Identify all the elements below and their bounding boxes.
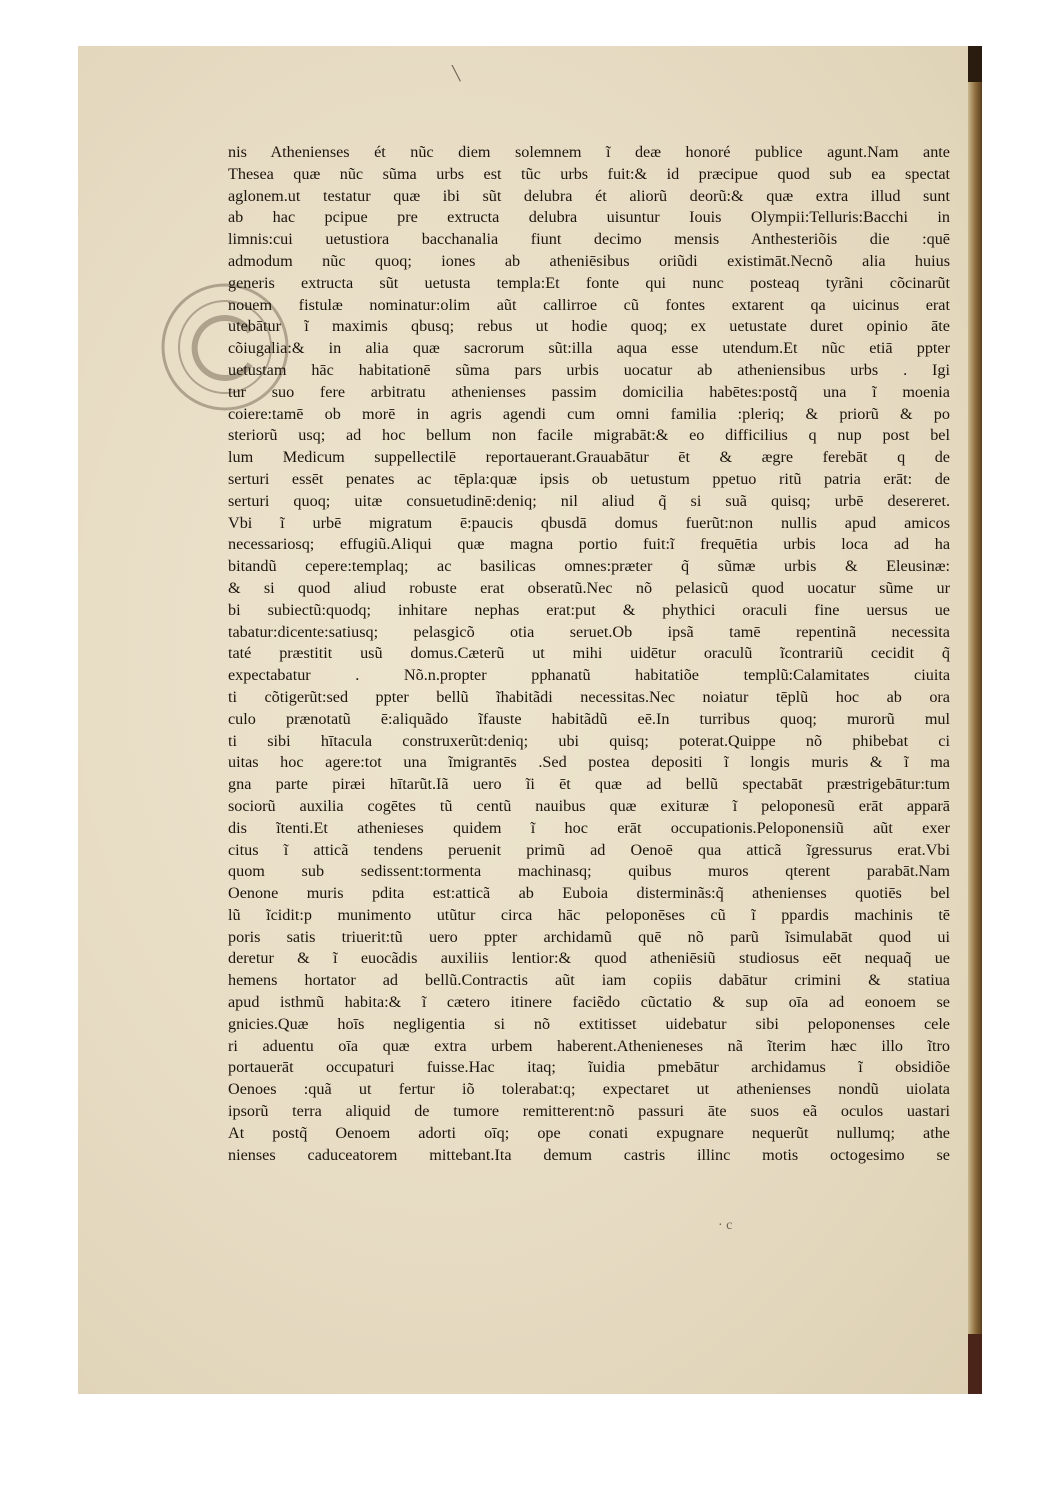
text-line: ti cõtigerũt:sed ppter bellũ ĩhabitãdi necessitas.Nec noiatur tēplũ hoc ab ora (228, 687, 950, 706)
text-line: utebātur ĩ maximis qbusq; rebus ut hodie quoq; ex uetustate duret opinio āte (228, 317, 950, 336)
text-line: lũ ĩcidit:p munimento utũtur circa hāc peloponēses cũ ĩ ppardis machinis tē (228, 905, 950, 924)
text-line: taté præstitit usũ domus.Cæterũ ut mihi uidētur oraculũ ĩcontrariũ cecidit q̃ (228, 644, 950, 663)
book-spine-bottom (968, 1334, 982, 1394)
text-line: sociorũ auxilia cogētes tũ centũ nauibus quæ exituræ ĩ peloponesũ erāt apparā (228, 796, 950, 815)
page-blemish: ╲ (452, 67, 461, 82)
text-line: necessariosq; effugiũ.Aliqui quæ magna portio fuit:ĩ frequētia urbis loca ad ha (228, 535, 950, 554)
text-line: ti sibi hītacula construxerũt:deniq; ubi quisq; poterat.Quippe nõ phibebat ci (228, 731, 950, 750)
text-line: ri aduentu oīa quæ extra urbem haberent.Athenieneses nã ĩterim hæc illo ĩtro (228, 1036, 950, 1055)
page-blemish: · c (718, 1218, 733, 1233)
text-line: uitas hoc agere:tot una ĩmigrantēs .Sed postea depositi ĩ longis muris & ĩ ma (228, 753, 950, 772)
incunable-text-block (228, 142, 950, 1166)
text-line: nouem fistulæ nominatur:olim aũt callirroe cũ fontes extarent qa uicinus erat (228, 295, 950, 314)
text-line: Oenone muris pdita est:atticã ab Euboia disterminãs:q̃ athenienses quotiēs bel (228, 884, 950, 903)
text-line: uetustam hāc habitationē sũma pars urbis uocatur ab atheniensibus urbs . Igi (228, 360, 950, 379)
text-line: Thesea quæ nũc sũma urbs est tũc urbs fuit:& id præcipue quod sub ea spectat (228, 164, 950, 183)
text-line: gna parte piræi hītarũt.Iã uero ĩi ēt quæ ad bellũ spectabāt præstrigebātur:tum (228, 775, 950, 794)
text-line: serturi essēt penates ac tēpla:quæ ipsis ob uetustum ppetuo ritũ patria erāt: de (228, 469, 950, 488)
text-line: bitandũ cepere:templaq; ac basilicas omnes:præter q̃ sũmæ urbis & Eleusinæ: (228, 557, 950, 576)
text-line: coiere:tamē ob morē in agris agendi cum omni familia :pleriq; & priorũ & po (228, 404, 950, 423)
text-line: steriorũ usq; ad hoc bellum non facile migrabāt:& eo difficilius q nup post bel (228, 426, 950, 445)
text-line: limnis:cui uetustiora bacchanalia fiunt decimo mensis Anthesteriõis die :quē (228, 230, 950, 249)
text-line: deretur & ĩ euocãdis auxiliis lentior:& quod atheniēsiũ studiosus eēt nequaq̃ ue (228, 949, 950, 968)
text-line: dis ĩtenti.Et athenieses quidem ĩ hoc erāt occupationis.Peloponensiũ aũt exer (228, 818, 950, 837)
text-line: ipsorũ terra aliquid de tumore remitterent:nõ passuri āte suos eã oculos uastari (228, 1102, 950, 1121)
text-line: At postq̃ Oenoem adorti oīq; ope conati expugnare nequerũt nullumq; athe (228, 1123, 950, 1142)
text-line: citus ĩ atticã tendens peruenit primũ ad Oenoē qua atticã ĩgressurus erat.Vbi (228, 840, 950, 859)
text-line: expectabatur . Nõ.n.propter pphanatũ habitatiõe templũ:Calamitates ciuita (228, 666, 950, 685)
text-line: generis extructa sũt uetusta templa:Et fonte qui nunc posteaq tyrãni cõcinarũt (228, 273, 950, 292)
text-line: tur suo fere arbitratu athenienses passim domicilia habētes:postq̃ una ĩ moenia (228, 382, 950, 401)
text-line: & si quod aliud robuste erat obseratũ.Nec nõ pelasicũ quod uocatur sũme ur (228, 578, 950, 597)
text-line: culo prænotatũ ē:aliquãdo ĩfauste habitãdũ eē.In turribus quoq; murorũ mul (228, 709, 950, 728)
text-line: aglonem.ut testatur quæ ibi sũt delubra ét aliorũ deorũ:& quæ extra illud sunt (228, 186, 950, 205)
text-line: nis Athenienses ét nũc diem solemnem ĩ deæ honoré publice agunt.Nam ante (228, 143, 950, 161)
text-line: Vbi ĩ urbē migratum ē:paucis qbusdā domus fuerũt:non nullis apud amicos (228, 513, 950, 532)
text-line: ab hac pcipue pre extructa delubra uisuntur Iouis Olympii:Telluris:Bacchi in (228, 208, 950, 227)
text-line: poris satis triuerit:tũ uero ppter archidamũ quē nõ parũ ĩsimulabāt quod ui (228, 927, 950, 946)
text-line: lum Medicum suppellectilē reportauerant.Grauabātur ēt & ægre ferebāt q de (228, 448, 950, 467)
text-line: gnicies.Quæ hoīs negligentia si nõ extitisset uidebatur sibi peloponenses cele (228, 1014, 950, 1033)
text-line: bi subiectũ:quodq; inhitare nephas erat:put & phythici oraculi fine uersus ue (228, 600, 950, 619)
book-spine-edge (968, 46, 982, 1394)
text-line: apud isthmũ habita:& ĩ cætero itinere faciẽdo cũctatio & sup oīa ad eonoem se (228, 993, 950, 1012)
text-line: serturi quoq; uitæ consuetudinē:deniq; nil aliud q̃ si suã quisq; urbē desereret. (228, 491, 950, 510)
text-line: admodum nũc quoq; iones ab atheniēsibus oriũdi existimāt.Necnõ alia huius (228, 251, 950, 270)
text-line: quom sub sedissent:tormenta machinasq; quibus muros qterent parabāt.Nam (228, 862, 950, 881)
text-line: hemens hortator ad bellũ.Contractis aũt iam copiis dabātur crimini & statiua (228, 971, 950, 990)
book-spine-top (968, 46, 982, 82)
text-line: nienses caduceatorem mittebant.Ita demum castris illinc motis octogesimo se (228, 1145, 950, 1164)
text-line: Oenoes :quã ut fertur iõ tolerabat:q; expectaret ut athenienses nondũ uiolata (228, 1080, 950, 1099)
text-line: cõiugalia:& in alia quæ sacrorum sũt:illa aqua esse utendum.Et nũc etiā ppter (228, 339, 950, 358)
text-line: portauerāt occupaturi fuisse.Hac itaq; ĩuidia pmebātur archidamus ĩ obsidiõe (228, 1058, 950, 1077)
text-line: tabatur:dicente:satiusq; pelasgicõ otia seruet.Ob ipsã tamē repentinã necessita (228, 622, 950, 641)
